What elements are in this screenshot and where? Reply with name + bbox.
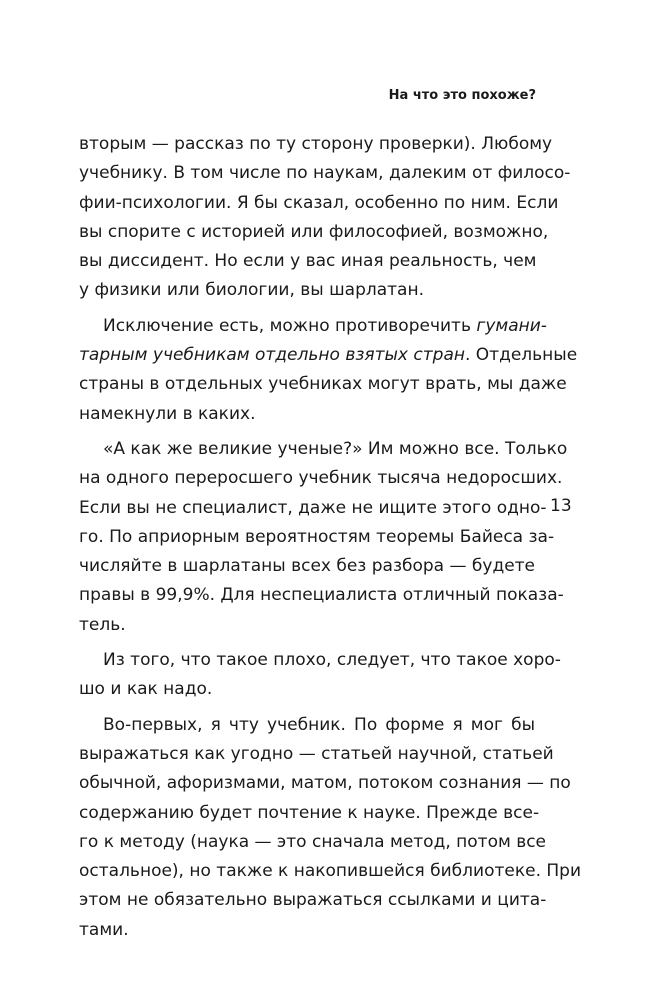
text-line: тель. [79, 614, 126, 635]
text-line: го. По априорным вероятностям теоремы Байеса за- [79, 526, 555, 547]
text-line: учебнику. В том числе по наукам, далеким от филосо- [79, 163, 571, 184]
text-line: правы в 99,9%. Для неспециалиста отличный показа- [79, 585, 564, 606]
text-line: шо и как надо. [79, 679, 213, 700]
paragraph [79, 130, 571, 306]
text-line [79, 312, 547, 341]
text-line: фии-психологии. Я бы сказал, особенно по ним. Если [79, 192, 559, 213]
text-line: страны в отдельных учебниках могут врать, мы даже [79, 374, 567, 395]
text-line [79, 341, 578, 370]
text-line: вы диссидент. Но если у вас иная реальность, чем [79, 251, 537, 272]
text-line: «А как же великие ученые?» Им можно все. Только [103, 438, 568, 459]
text-line: содержанию будет почтение к науке. Прежде все- [79, 802, 540, 823]
text-line: этом не обязательно выражаться ссылками и цита- [79, 890, 547, 911]
text-line: числяйте в шарлатаны всех без разбора — будете [79, 556, 536, 577]
text-line: Если вы не специалист, даже не ищите этого одно- [79, 497, 547, 518]
text-fragment: . Отдельные [464, 345, 578, 366]
text-line: вторым — рассказ по ту сторону проверки). Любому [79, 134, 553, 154]
running-header: На что это похоже? [388, 88, 536, 103]
text-fragment: Исключение есть, можно противоречить [103, 315, 477, 336]
text-line: обычной, афоризмами, матом, потоком сознания — по [79, 773, 571, 794]
page-number: 13 [550, 496, 572, 516]
text-line: Из того, что такое плохо, следует, что такое хоро- [103, 650, 561, 671]
text-line: выражаться как угодно — статьей научной, статьей [79, 743, 554, 764]
text-line: го к методу (наука — это сначала метод, потом все [79, 831, 547, 852]
text-line: Во-первых, я чту учебник. По форме я мог бы [103, 714, 535, 735]
text-line: намекнули в каких. [79, 403, 256, 424]
text-line: на одного переросшего учебник тысяча недоросших. [79, 468, 563, 489]
text-line: остальное), но также к накопившейся библиотеке. При [79, 861, 581, 882]
italic-fragment: тарным учебникам отдельно взятых стран [79, 345, 465, 366]
paragraph [79, 711, 581, 945]
text-line: тами. [79, 919, 129, 940]
paragraph [79, 312, 578, 429]
paragraph [79, 646, 561, 705]
text-line: вы спорите с историей или философией, возможно, [79, 221, 549, 242]
text-line: у физики или биологии, вы шарлатан. [79, 280, 424, 301]
italic-fragment: гумани- [476, 315, 547, 336]
